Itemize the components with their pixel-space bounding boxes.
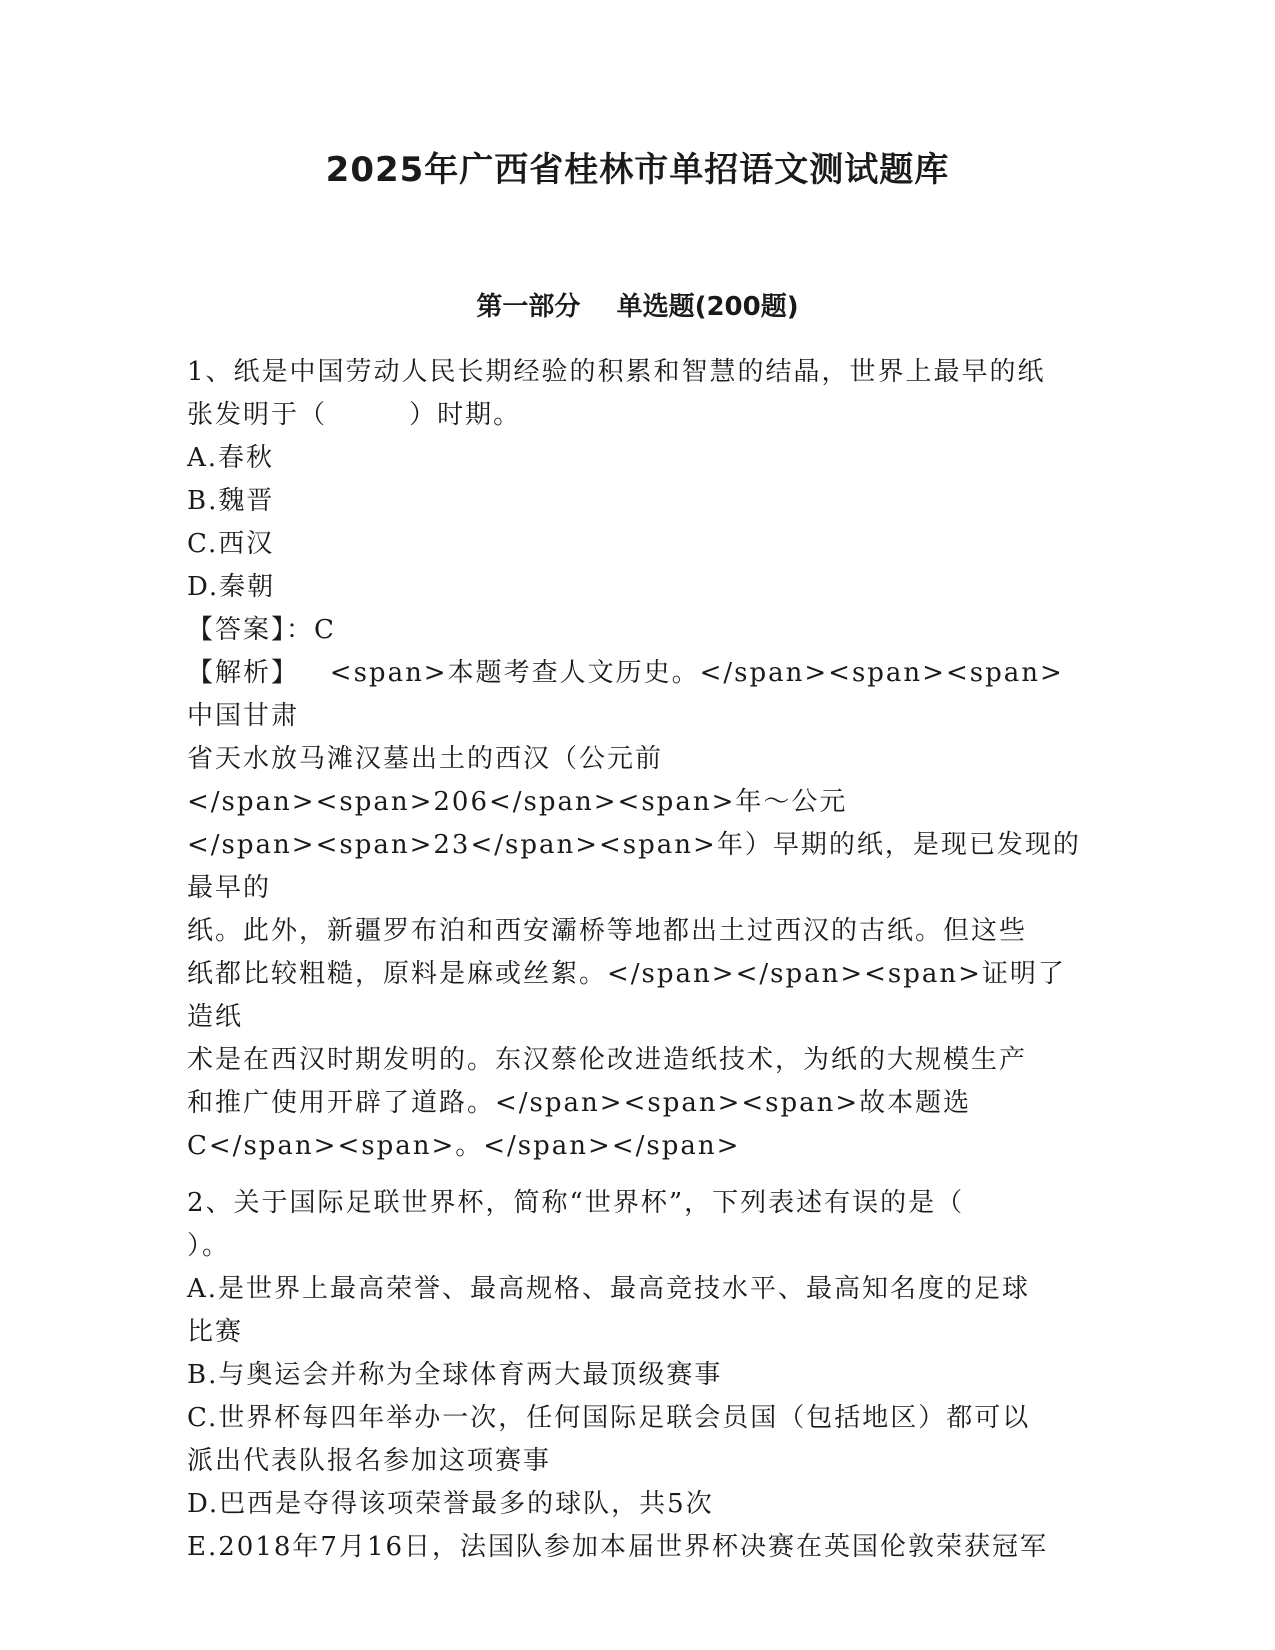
section-title: 第一部分 单选题(200题) — [476, 292, 799, 322]
question-stem-line: 张发明于（ ）时期。 — [187, 400, 522, 430]
analysis-line: 【解析】 <span>本题考查人文历史。</span><span><span>中国甘肃 — [187, 658, 1064, 731]
option-b: B.魏晋 — [187, 486, 275, 516]
option-c-continued: 派出代表队报名参加这项赛事 — [187, 1446, 552, 1476]
option-a: A.是世界上最高荣誉、最高规格、最高竞技水平、最高知名度的足球 — [187, 1274, 1031, 1304]
analysis-line: </span><span>206</span><span>年～公元 — [187, 787, 848, 817]
analysis-line: 省天水放马滩汉墓出土的西汉（公元前 — [187, 744, 664, 774]
option-a-continued: 比赛 — [187, 1317, 244, 1347]
option-c: C.西汉 — [187, 529, 275, 559]
analysis-line: 术是在西汉时期发明的。东汉蔡伦改进造纸技术，为纸的大规模生产 — [187, 1045, 1028, 1075]
option-a: A.春秋 — [187, 443, 275, 473]
analysis-line: 纸都比较粗糙，原料是麻或丝絮。</span></span><span>证明了造纸 — [187, 959, 1066, 1032]
analysis-line: </span><span>23</span><span>年）早期的纸，是现已发现的最早的 — [187, 830, 1081, 903]
document-title: 2025年广西省桂林市单招语文测试题库 — [325, 150, 950, 190]
question-stem-line: 1、纸是中国劳动人民长期经验的积累和智慧的结晶，世界上最早的纸 — [187, 357, 1046, 387]
option-d: D.巴西是夺得该项荣誉最多的球队，共5次 — [187, 1489, 714, 1519]
analysis-line: C</span><span>。</span></span> — [187, 1131, 741, 1161]
option-c: C.世界杯每四年举办一次，任何国际足联会员国（包括地区）都可以 — [187, 1403, 1031, 1433]
question-stem-line: 2、关于国际足联世界杯，简称“世界杯”，下列表述有误的是（ — [187, 1188, 965, 1218]
question-list — [187, 351, 1087, 1583]
option-e: E.2018年7月16日，法国队参加本届世界杯决赛在英国伦敦荣获冠军 — [187, 1532, 1049, 1562]
analysis-line: 和推广使用开辟了道路。</span><span><span>故本题选 — [187, 1088, 972, 1118]
answer-line: 【答案】：C — [187, 615, 336, 645]
question-2 — [187, 1182, 1087, 1569]
question-stem-line: ）。 — [187, 1231, 231, 1261]
question-1 — [187, 351, 1087, 1168]
option-b: B.与奥运会并称为全球体育两大最顶级赛事 — [187, 1360, 723, 1390]
option-d: D.秦朝 — [187, 572, 276, 602]
analysis-line: 纸。此外，新疆罗布泊和西安灞桥等地都出土过西汉的古纸。但这些 — [187, 916, 1028, 946]
